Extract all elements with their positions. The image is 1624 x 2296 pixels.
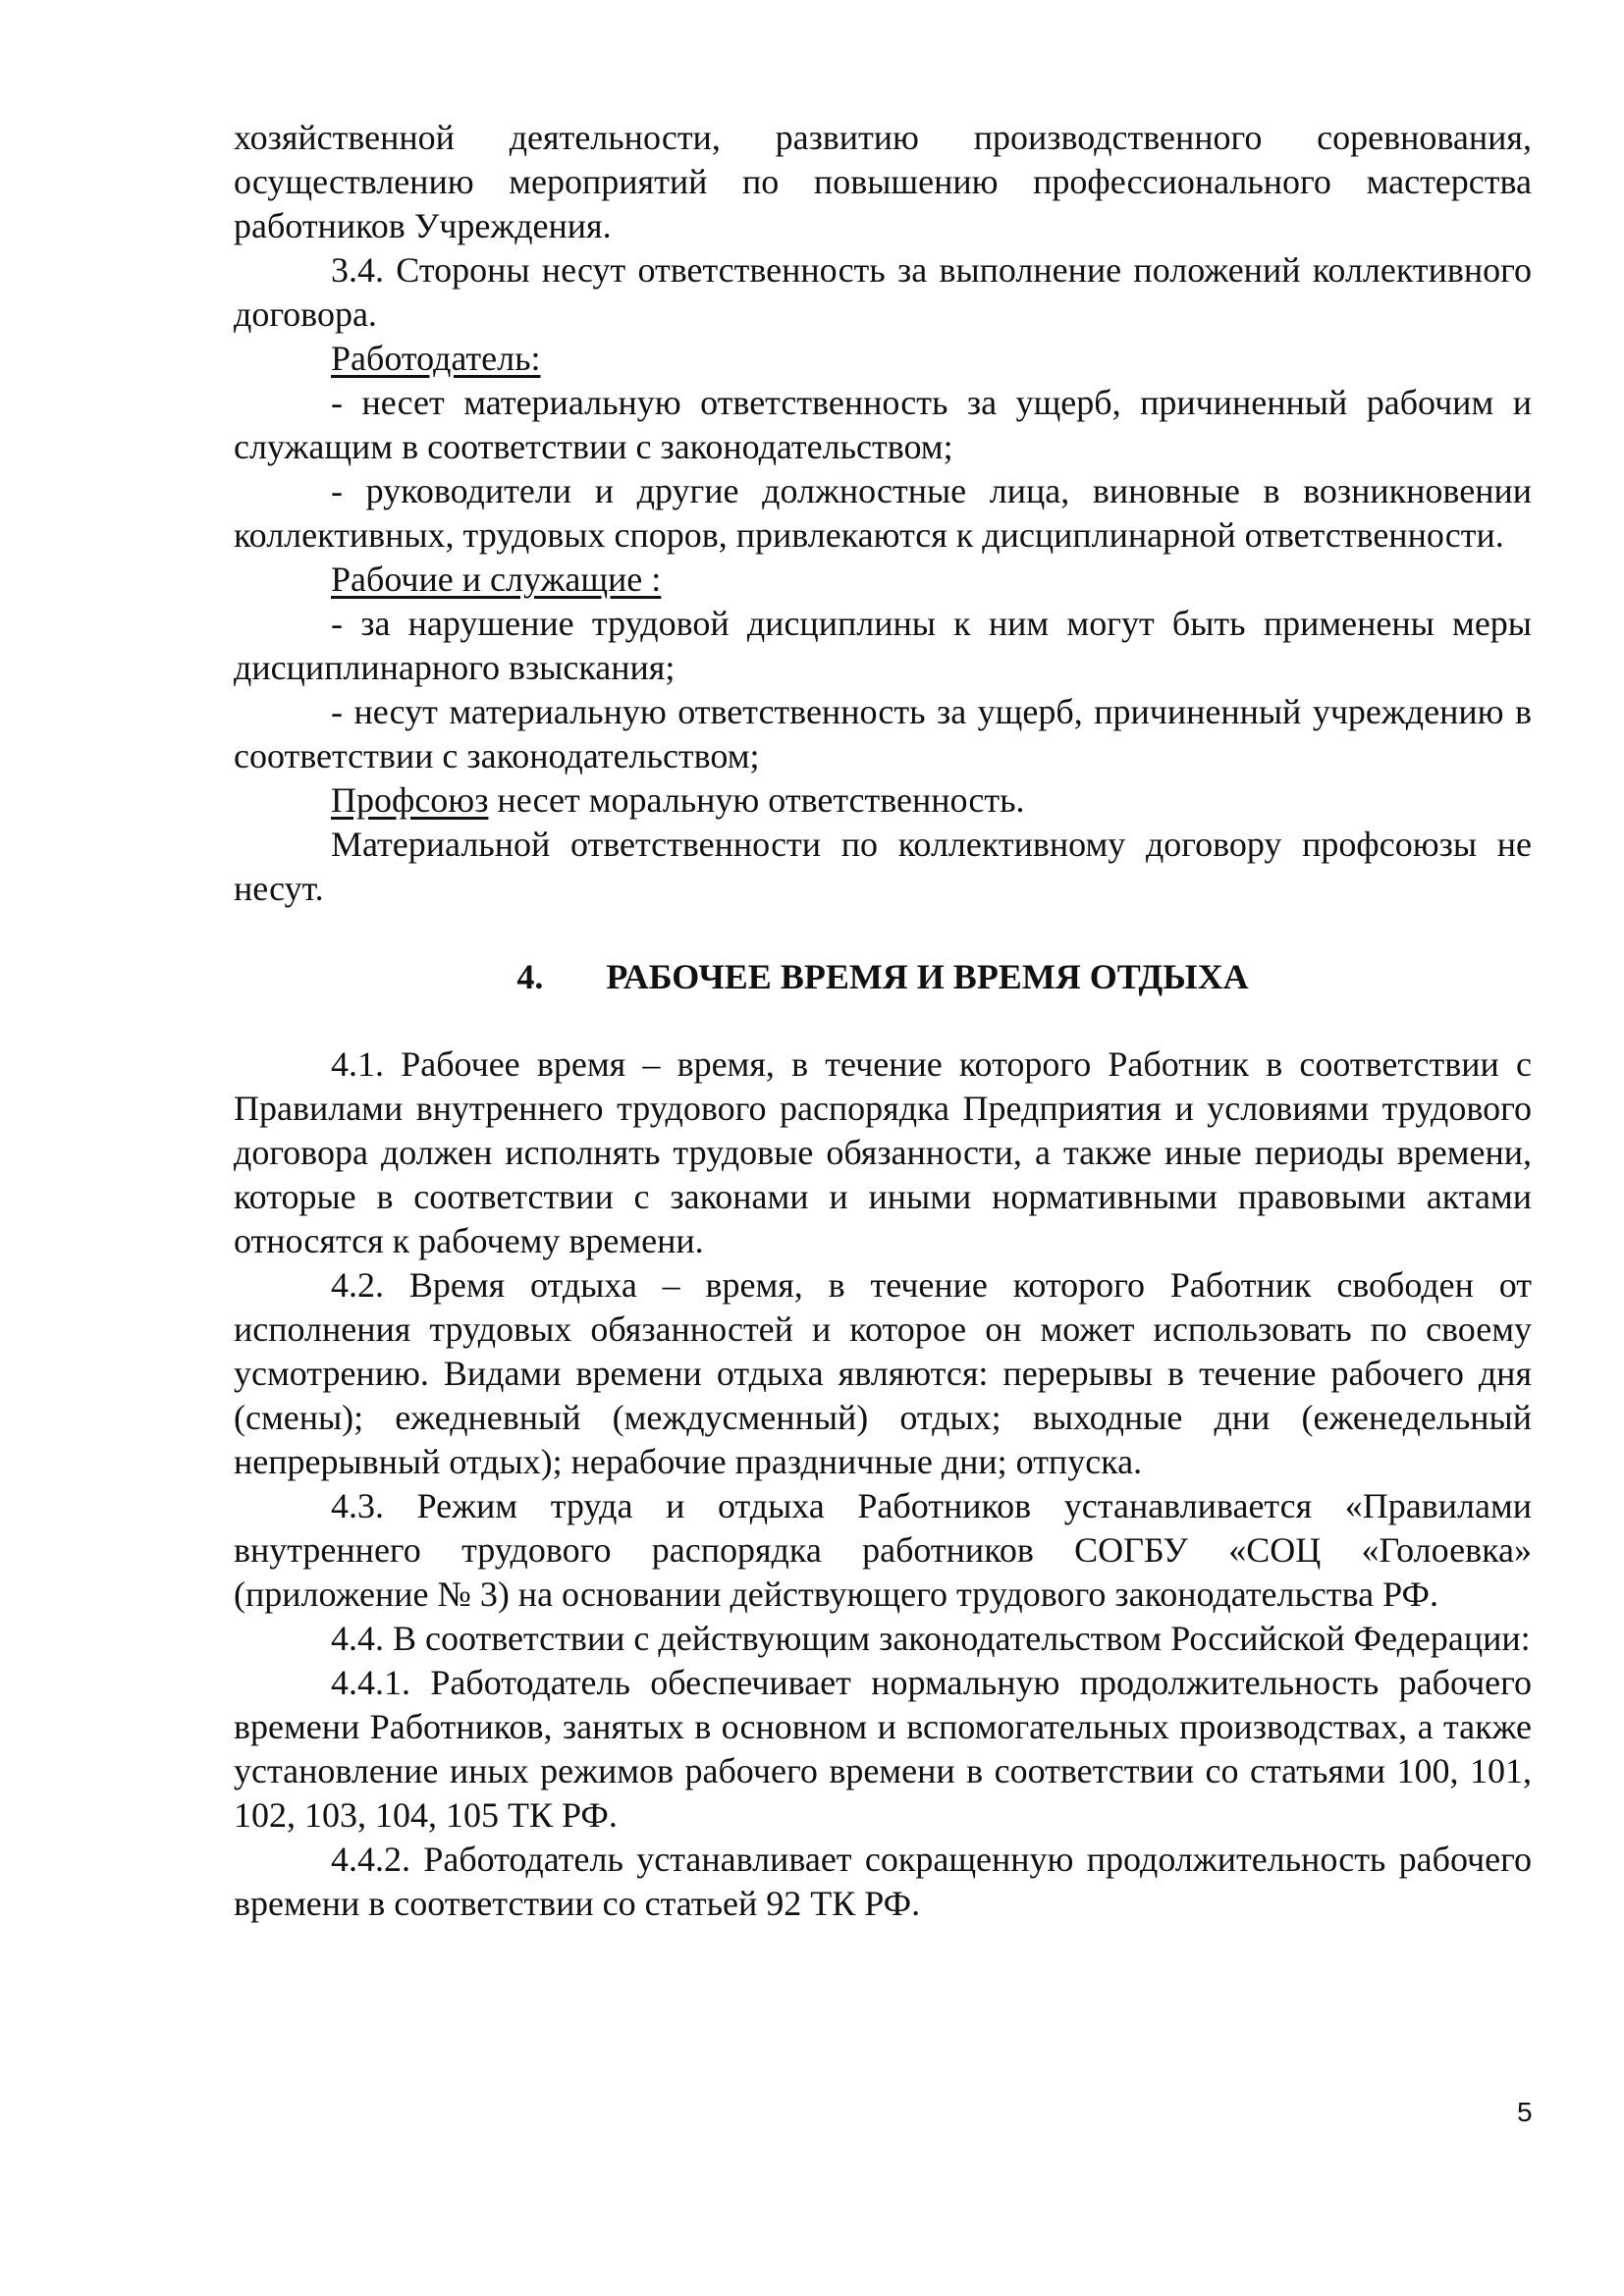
document-body: [234, 116, 1532, 1926]
section-heading: [234, 955, 1532, 999]
paragraph-3-4: 3.4. Стороны несут ответственность за выполнение положений коллективного договора.: [234, 250, 1532, 334]
paragraph-managers-liability: - руководители и другие должностные лица, виновные в возникновении коллективных, трудовых споров, привлекаются к дисциплинарной ответственности.: [234, 471, 1532, 555]
paragraph-discipline: - за нарушение трудовой дисциплины к ним могут быть применены меры дисциплинарного взыскания;: [234, 604, 1532, 687]
section-title: РАБОЧЕЕ ВРЕМЯ И ВРЕМЯ ОТДЫХА: [606, 957, 1249, 996]
paragraph-no-material-liability: Материальной ответственности по коллективному договору профсоюзы не несут.: [234, 825, 1532, 908]
page-number: 5: [1517, 2097, 1533, 2127]
paragraph-employer-liability: - несет материальную ответственность за ущерб, причиненный рабочим и служащим в соответствии с законодательством;: [234, 383, 1532, 466]
paragraph-4-1: 4.1. Рабочее время – время, в течение которого Работник в соответствии с Правилами внутреннего трудового распорядка Предприятия и условиями трудового договора должен исполнять трудовые обязанности, а также иные периоды времени, которые в соответствии с законами и иными нормативными правовыми актами относятся к рабочему времени.: [234, 1044, 1532, 1260]
paragraph-4-2: 4.2. Время отдыха – время, в течение которого Работник свободен от исполнения трудовых обязанностей и которое он может использовать по своему усмотрению. Видами времени отдыха являются: перерывы в течение рабочего дня (смены); ежедневный (междусменный) отдых; выходные дни (еженедельный непрерывный отдых); нерабочие праздничные дни; отпуска.: [234, 1265, 1532, 1481]
paragraph-4-4-2: 4.4.2. Работодатель устанавливает сокращенную продолжительность рабочего времени в соответствии со статьей 92 ТК РФ.: [234, 1840, 1532, 1923]
paragraph-4-4: 4.4. В соответствии с действующим законодательством Российской Федерации:: [331, 1619, 1531, 1658]
paragraph-trade-union: [234, 778, 1532, 823]
paragraph-4-3: 4.3. Режим труда и отдыха Работников устанавливается «Правилами внутреннего трудового распорядка работников СОГБУ «СОЦ «Голоевка» (приложение № 3) на основании действующего трудового законодательства РФ.: [234, 1486, 1532, 1614]
section-number: 4.: [516, 957, 544, 996]
paragraph-4-4-1: 4.4.1. Работодатель обеспечивает нормальную продолжительность рабочего времени Работников, занятых в основном и вспомогательных производствах, а также установление иных режимов рабочего времени в соответствии со статьями 100, 101, 102, 103, 104, 105 ТК РФ.: [234, 1663, 1532, 1835]
paragraph-material-liability: - несут материальную ответственность за ущерб, причиненный учреждению в соответствии с законодательством;: [234, 692, 1532, 775]
workers-label: Рабочие и служащие :: [331, 560, 662, 599]
trade-union-label: Профсоюз: [331, 780, 489, 820]
paragraph-economic-activity: хозяйственной деятельности, развитию производственного соревнования, осуществлению мероприятий по повышению профессионального мастерства работников Учреждения.: [234, 118, 1532, 245]
subheading-employer: [234, 337, 1532, 381]
subheading-workers: [234, 558, 1532, 602]
employer-label: Работодатель:: [331, 339, 541, 378]
trade-union-text: несет моральную ответственность.: [488, 780, 1025, 820]
